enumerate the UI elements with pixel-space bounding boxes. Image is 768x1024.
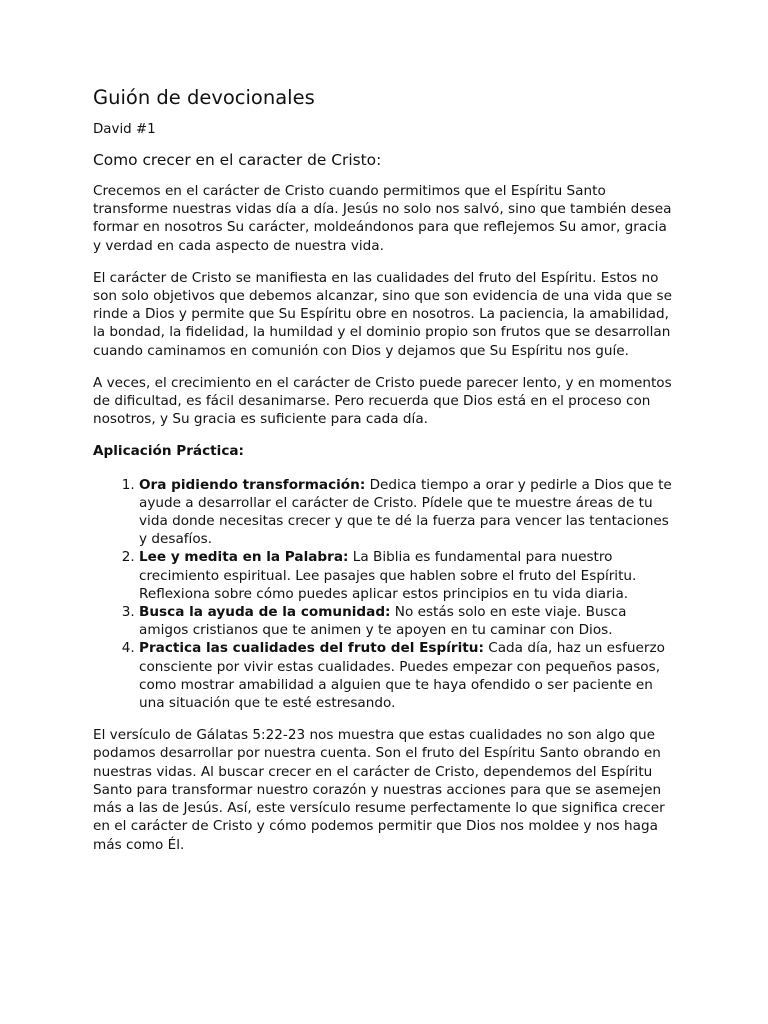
list-item-text: Cada día, haz un esfuerzo consciente por vivir estas cualidades. Puedes empezar con pequeños pasos, como mostrar amabilidad a alguien que te haya ofendido o ser paciente en una situación que te esté estresando. xyxy=(139,640,665,712)
list-item-text: Dedica tiempo a orar y pedirle a Dios que te ayude a desarrollar el carácter de Cristo. Pídele que te muestre áreas de tu vida donde necesitas crecer y que te dé la fuerza para vencer las tentaciones y desafíos. xyxy=(139,476,672,548)
list-item-label: Lee y medita en la Palabra: xyxy=(139,549,349,566)
section-heading: Como crecer en el caracter de Cristo: xyxy=(93,151,382,169)
list-item xyxy=(139,639,675,712)
list-item-text: La Biblia es fundamental para nuestro crecimiento espiritual. Lee pasajes que hablen sobre el fruto del Espíritu. Reflexiona sobre cómo puedes aplicar estos principios en tu vida diaria. xyxy=(139,549,637,602)
document-title: Guión de devocionales xyxy=(93,86,315,109)
document-subtitle: David #1 xyxy=(93,122,156,137)
list-item xyxy=(139,548,675,603)
document-page xyxy=(93,86,675,868)
list-item-label: Ora pidiendo transformación: xyxy=(139,476,366,493)
body-paragraph: El carácter de Cristo se manifiesta en las cualidades del fruto del Espíritu. Estos no son solo objetivos que debemos alcanzar, sino que son evidencia de una vida que se rinde a Dios y permite que Su Espíritu obre en nosotros. La paciencia, la amabilidad, la bondad, la fidelidad, la humildad y el dominio propio son frutos que se desarrollan cuando caminamos en comunión con Dios y dejamos que Su Espíritu nos guíe. xyxy=(93,269,672,359)
list-item xyxy=(139,603,675,639)
application-heading: Aplicación Práctica: xyxy=(93,443,244,460)
application-list xyxy=(93,476,675,713)
list-item-label: Practica las cualidades del fruto del Espíritu: xyxy=(139,640,484,657)
body-paragraph: Crecemos en el carácter de Cristo cuando permitimos que el Espíritu Santo transforme nuestras vidas día a día. Jesús no solo nos salvó, sino que también desea formar en nosotros Su carácter, moldeándonos para que reflejemos Su amor, gracia y verdad en cada aspecto de nuestra vida. xyxy=(93,183,672,254)
list-item-label: Busca la ayuda de la comunidad: xyxy=(139,604,391,621)
closing-paragraph: El versículo de Gálatas 5:22-23 nos muestra que estas cualidades no son algo que podamos desarrollar por nuestra cuenta. Son el fruto del Espíritu Santo obrando en nuestras vidas. Al buscar crecer en el carácter de Cristo, dependemos del Espíritu Santo para transformar nuestro corazón y nuestras acciones para que se asemejen más a las de Jesús. Así, este versículo resume perfectamente lo que significa crecer en el carácter de Cristo y cómo podemos permitir que Dios nos moldee y nos haga más como Él. xyxy=(93,727,665,853)
body-paragraph: A veces, el crecimiento en el carácter de Cristo puede parecer lento, y en momentos de dificultad, es fácil desanimarse. Pero recuerda que Dios está en el proceso con nosotros, y Su gracia es suficiente para cada día. xyxy=(93,374,672,428)
list-item xyxy=(139,476,675,549)
list-item-text: No estás solo en este viaje. Busca amigos cristianos que te animen y te apoyen en tu caminar con Dios. xyxy=(139,604,627,639)
